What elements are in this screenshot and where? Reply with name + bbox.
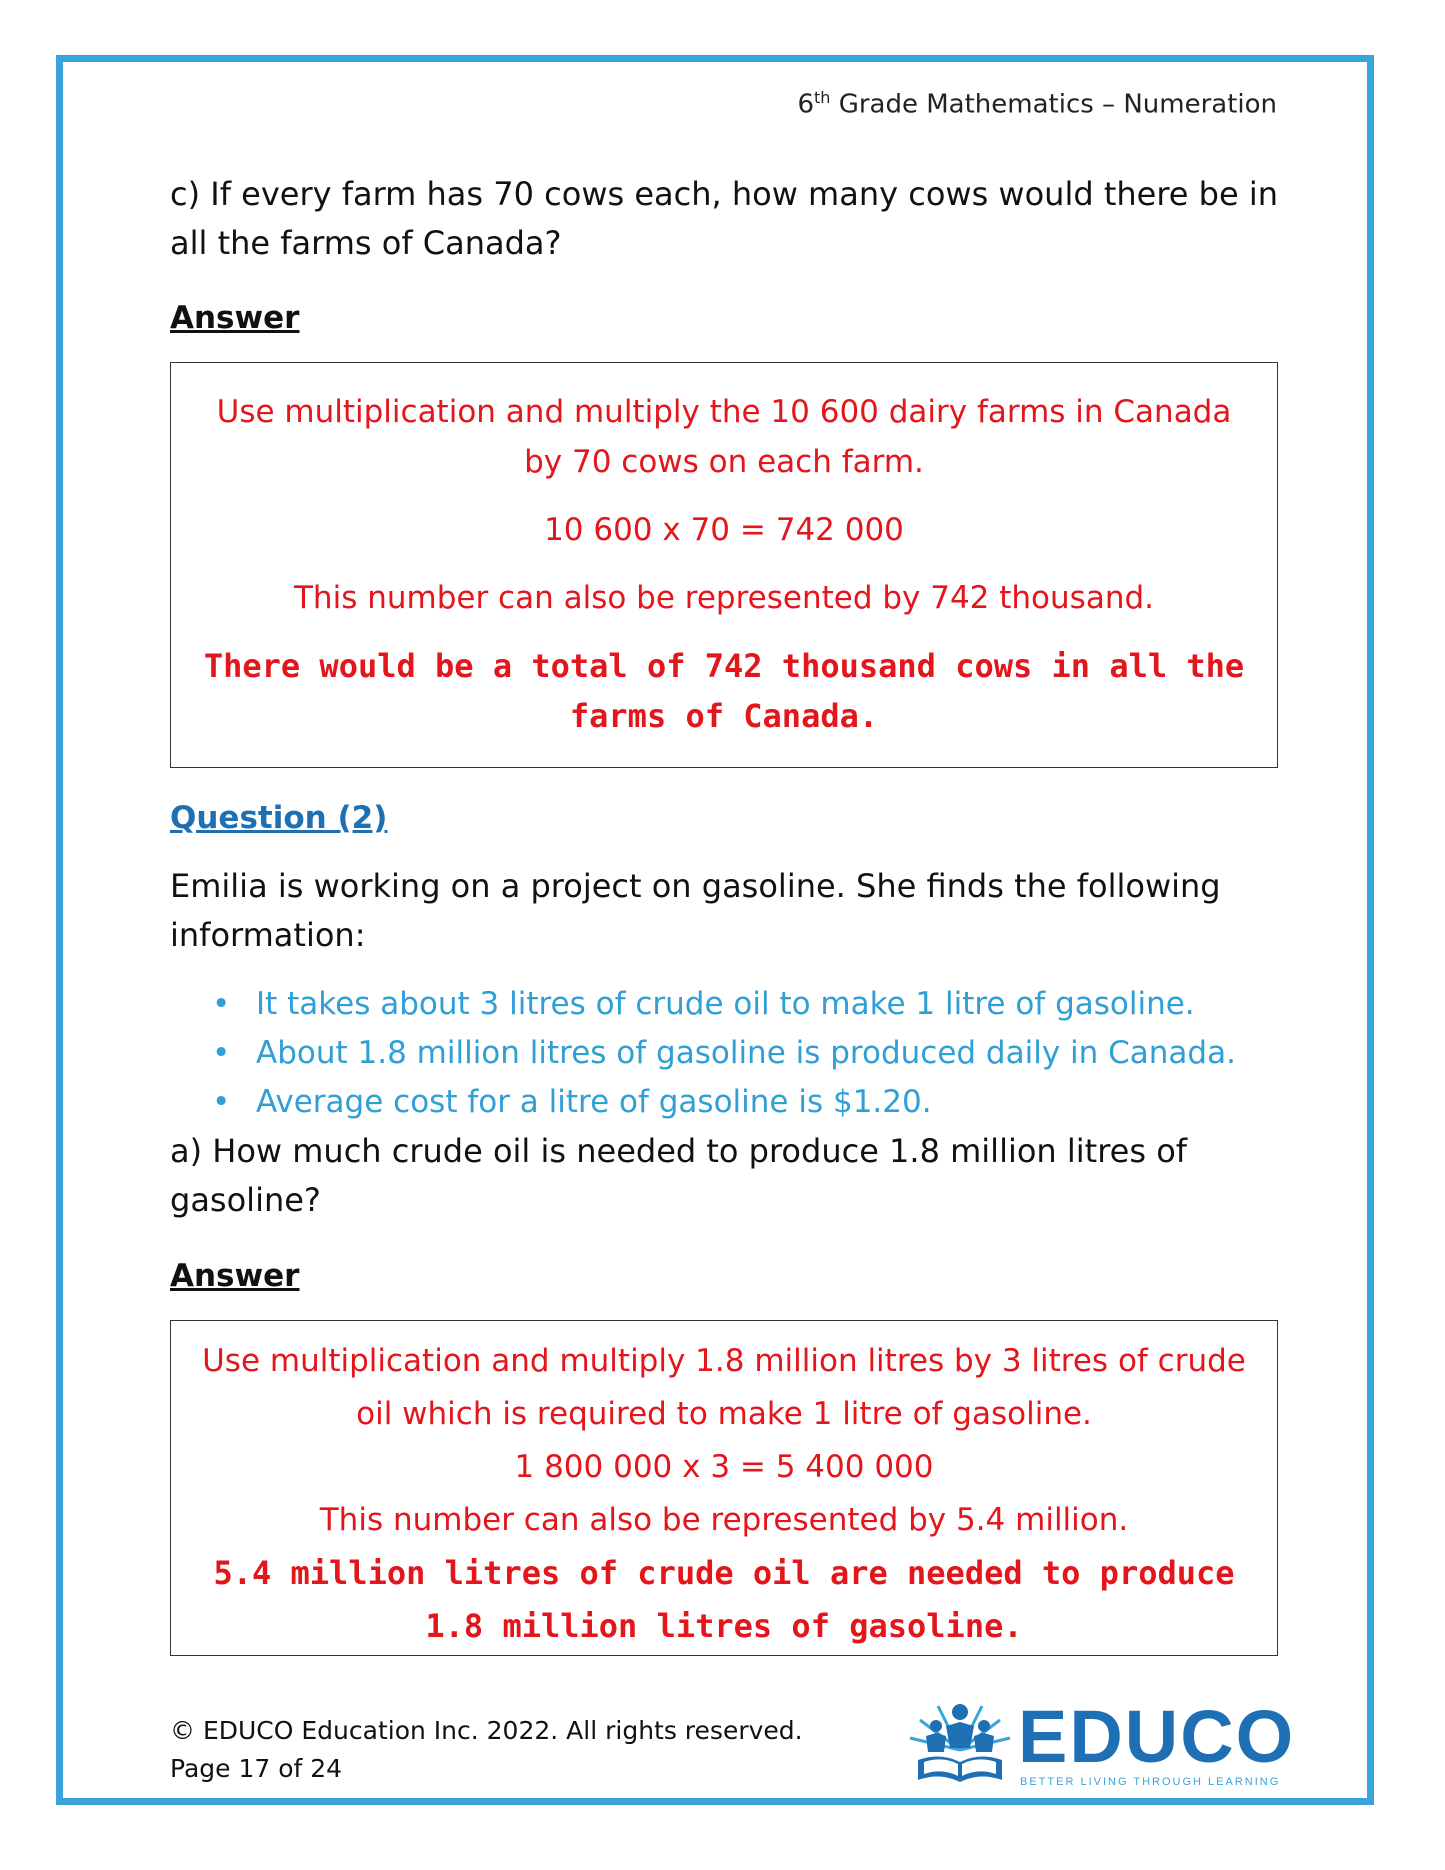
answer-label-2a: Answer bbox=[170, 1258, 300, 1294]
copyright-text: © EDUCO Education Inc. 2022. All rights reserved. bbox=[170, 1716, 803, 1745]
answer-c-line-3: This number can also be represented by 742 thousand. bbox=[294, 580, 1154, 616]
page-footer bbox=[170, 1712, 803, 1788]
list-item: • It takes about 3 litres of crude oil to make 1 litre of gasoline. bbox=[170, 980, 1278, 1029]
answer-c-line-1: Use multiplication and multiply the 10 600 dairy farms in Canada by 70 cows on each farm. bbox=[216, 394, 1232, 480]
list-item: • About 1.8 million litres of gasoline is produced daily in Canada. bbox=[170, 1029, 1278, 1078]
logo-wordmark: EDUCO bbox=[1018, 1695, 1296, 1778]
educo-logo bbox=[900, 1695, 1296, 1793]
question-c: c) If every farm has 70 cows each, how many cows would there be in all the farms of Canada? bbox=[170, 175, 1278, 262]
answer-c-equation: 10 600 x 70 = 742 000 bbox=[544, 512, 904, 548]
answer-2a-equation: 1 800 000 x 3 = 5 400 000 bbox=[514, 1449, 934, 1485]
page-number: Page 17 of 24 bbox=[170, 1754, 343, 1783]
page-header bbox=[797, 88, 1277, 120]
question-2-intro: Emilia is working on a project on gasoline. She finds the following information: bbox=[170, 867, 1221, 954]
answer-2a-conclusion: 5.4 million litres of crude oil are needed to produce 1.8 million litres of gasoline. bbox=[213, 1554, 1235, 1645]
logo-tagline: BETTER LIVING THROUGH LEARNING bbox=[1020, 1776, 1281, 1788]
answer-2a-line-3: This number can also be represented by 5.4 million. bbox=[319, 1502, 1129, 1538]
question-2a: a) How much crude oil is needed to produce 1.8 million litres of gasoline? bbox=[170, 1132, 1188, 1219]
answer-box-2a bbox=[170, 1320, 1278, 1656]
answer-label-c: Answer bbox=[170, 300, 300, 336]
header-grade: 6 bbox=[797, 89, 815, 120]
question-2-heading: Question (2) bbox=[170, 800, 388, 836]
answer-2a-line-1: Use multiplication and multiply 1.8 million litres by 3 litres of crude oil which is required to make 1 litre of gasoline. bbox=[202, 1343, 1246, 1432]
educo-logo-icon bbox=[900, 1698, 1020, 1793]
answer-box-c bbox=[170, 362, 1278, 768]
header-grade-suffix: th bbox=[814, 88, 831, 107]
info-list bbox=[170, 980, 1278, 1127]
answer-c-conclusion: There would be a total of 742 thousand cows in all the farms of Canada. bbox=[203, 647, 1245, 735]
list-item: • Average cost for a litre of gasoline is $1.20. bbox=[170, 1078, 1278, 1127]
header-title: Grade Mathematics – Numeration bbox=[838, 89, 1277, 120]
